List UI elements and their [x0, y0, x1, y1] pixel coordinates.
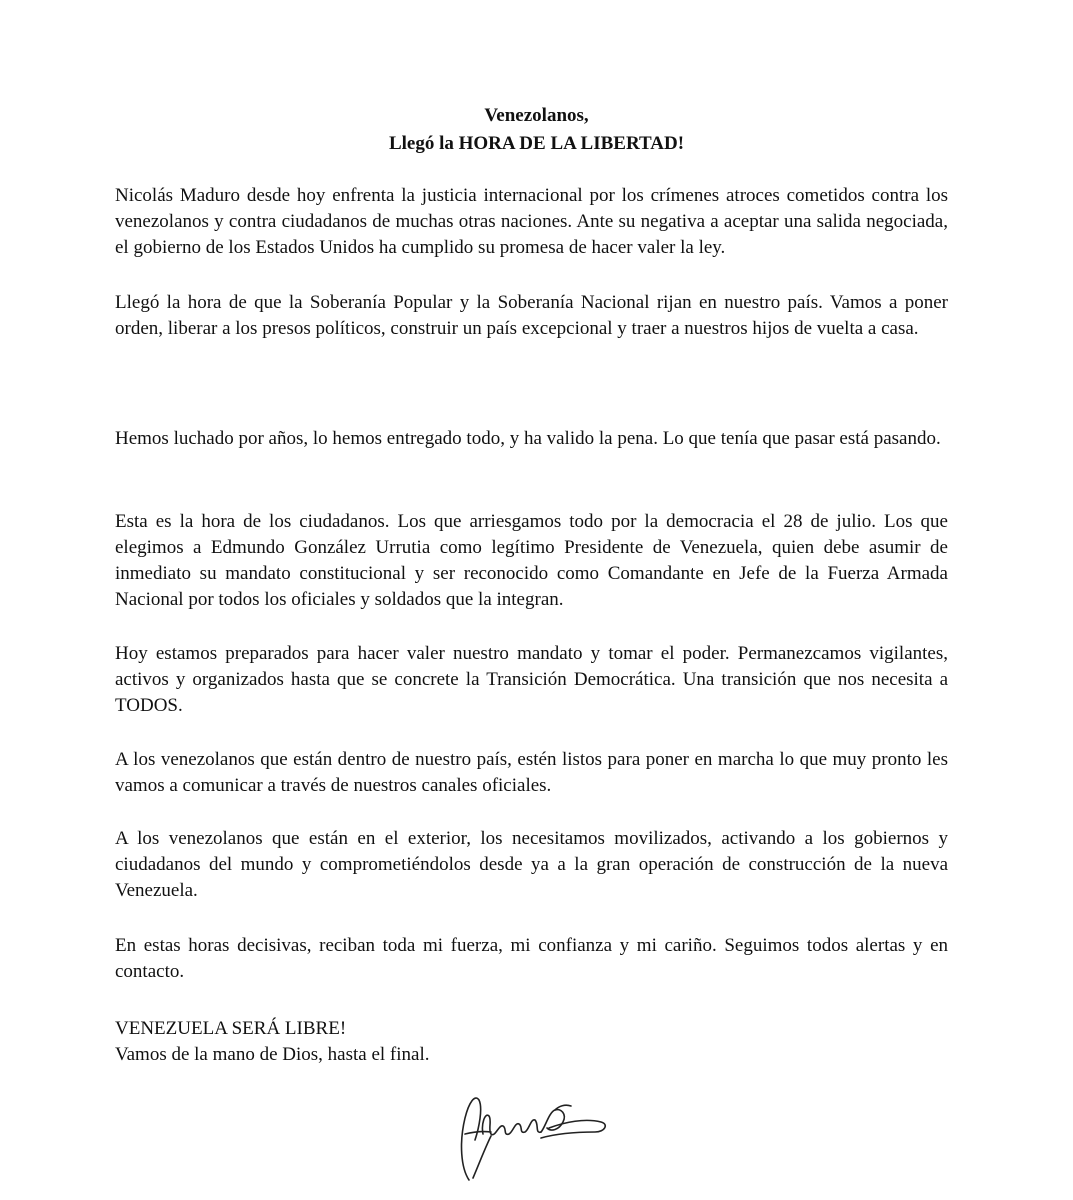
paragraph: A los venezolanos que están en el exterior, los necesitamos movilizados, activando a los gobiernos y ciudadanos del mundo y comprometiéndolos desde ya a la gran operación de construcción de la nueva Venezuela.: [115, 828, 948, 901]
letter-headline: Llegó la HORA DE LA LIBERTAD!: [388, 133, 685, 154]
paragraph: Hoy estamos preparados para hacer valer nuestro mandato y tomar el poder. Permanezcamos vigilantes, activos y organizados hasta que se concrete la Transición Democrática. Una transición que nos necesita a TODOS.: [115, 643, 948, 716]
paragraph: A los venezolanos que están dentro de nuestro país, estén listos para poner en marcha lo que muy pronto les vamos a comunicar a través de nuestros canales oficiales.: [115, 749, 948, 796]
paragraph: Nicolás Maduro desde hoy enfrenta la justicia internacional por los crímenes atroces cometidos contra los venezolanos y contra ciudadanos de muchas otras naciones. Ante su negativa a aceptar una salida negociada, el gobierno de los Estados Unidos ha cumplido su promesa de hacer valer la ley.: [115, 185, 948, 258]
closing-farewell: Vamos de la mano de Dios, hasta el final.: [115, 1044, 430, 1065]
closing-slogan: VENEZUELA SERÁ LIBRE!: [115, 1018, 347, 1039]
paragraph: Llegó la hora de que la Soberanía Popular y la Soberanía Nacional rijan en nuestro país. Vamos a poner orden, liberar a los presos políticos, construir un país excepcional y traer a nuestros hijos de vuelta a casa.: [115, 292, 948, 339]
letter-greeting: Venezolanos,: [484, 105, 589, 126]
paragraph: Hemos luchado por años, lo hemos entregado todo, y ha valido la pena. Lo que tenía que pasar está pasando.: [115, 428, 941, 449]
paragraph: Esta es la hora de los ciudadanos. Los que arriesgamos todo por la democracia el 28 de julio. Los que elegimos a Edmundo González Urrutia como legítimo Presidente de Venezuela, quien debe asumir de inmediato su mandato constitucional y ser reconocido como Comandante en Jefe de la Fuerza Armada Nacional por todos los oficiales y soldados que la integran.: [115, 511, 948, 610]
handwritten-signature: [455, 1088, 615, 1188]
paragraph: En estas horas decisivas, reciban toda mi fuerza, mi confianza y mi cariño. Seguimos todos alertas y en contacto.: [115, 935, 948, 982]
